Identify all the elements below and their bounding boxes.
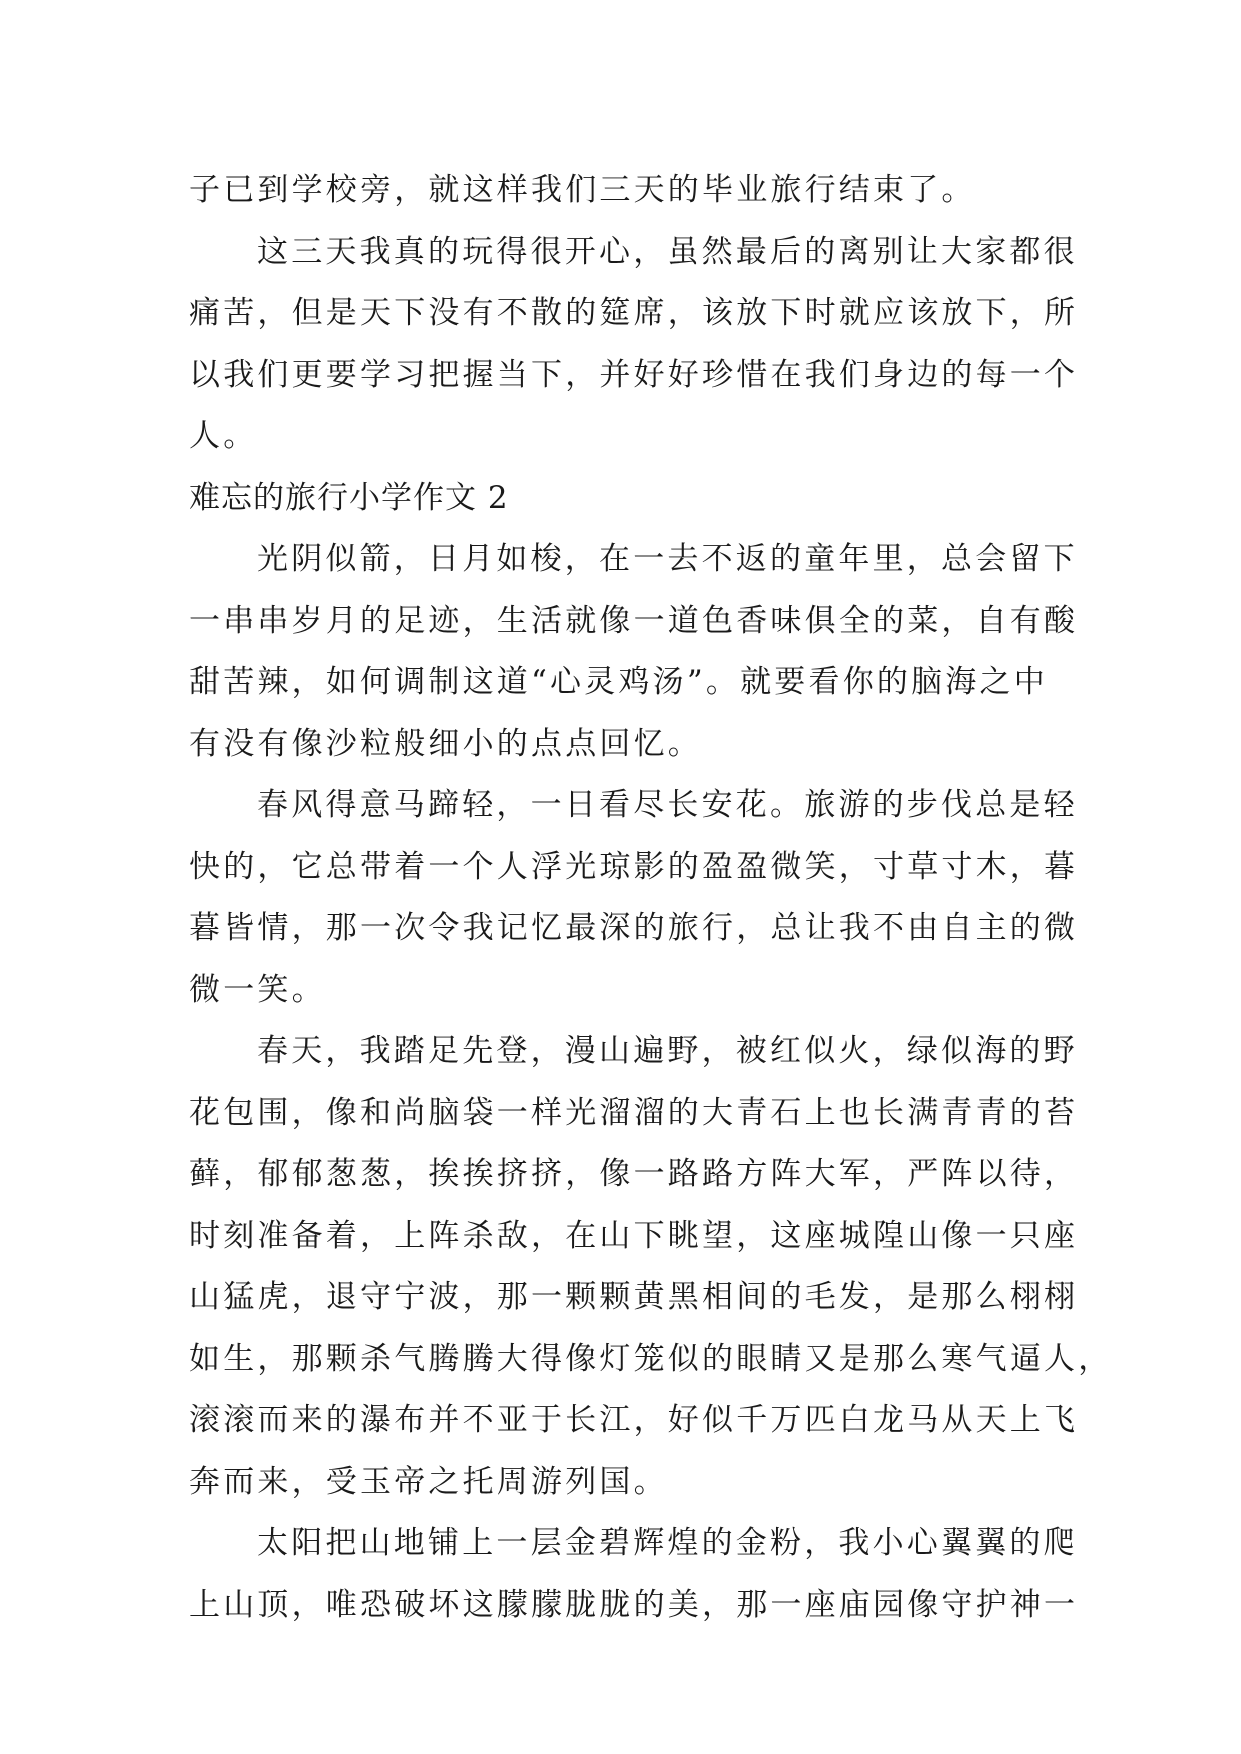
paragraph-first-line: 这三天我真的玩得很开心，虽然最后的离别让大家都很	[257, 233, 1078, 270]
document-body	[189, 160, 1113, 1636]
text-line: 藓，郁郁葱葱，挨挨挤挤，像一路路方阵大军，严阵以待，	[189, 1156, 1079, 1192]
paragraph-first-line: 太阳把山地铺上一层金碧辉煌的金粉，我小心翼翼的爬	[257, 1525, 1078, 1561]
text-line: 山猛虎，退守宁波，那一颗颗黄黑相间的毛发，是那么栩栩	[189, 1279, 1079, 1315]
text-line: 有没有像沙粒般细小的点点回忆。	[189, 725, 702, 762]
text-line: 微一笑。	[189, 971, 326, 1008]
text-line: 一串串岁月的足迹，生活就像一道色香味俱全的菜，自有酸	[189, 602, 1079, 639]
text-line: 滚滚而来的瀑布并不亚于长江，好似千万匹白龙马从天上飞	[189, 1402, 1079, 1438]
text-line: 暮皆情，那一次令我记忆最深的旅行，总让我不由自主的微	[189, 910, 1079, 946]
text-line: 如生，那颗杀气腾腾大得像灯笼似的眼睛又是那么寒气逼人，	[189, 1340, 1113, 1377]
text-line: 时刻准备着，上阵杀敌，在山下眺望，这座城隍山像一只座	[189, 1217, 1079, 1254]
paragraph-first-line: 光阴似箭，日月如梭，在一去不返的童年里，总会留下	[257, 541, 1078, 577]
paragraph-first-line: 春天，我踏足先登，漫山遍野，被红似火，绿似海的野	[257, 1033, 1078, 1069]
text-line: 子已到学校旁，就这样我们三天的毕业旅行结束了。	[189, 172, 976, 208]
text-line: 奔而来，受玉帝之托周游列国。	[189, 1463, 668, 1500]
text-line: 以我们更要学习把握当下，并好好珍惜在我们身边的每一个	[189, 356, 1079, 393]
text-line: 人。	[189, 418, 258, 454]
section-heading: 难忘的旅行小学作文 2	[189, 479, 509, 516]
text-line: 痛苦，但是天下没有不散的筵席，该放下时就应该放下，所	[189, 295, 1079, 331]
text-line: 花包围，像和尚脑袋一样光溜溜的大青石上也长满青青的苔	[189, 1094, 1079, 1131]
paragraph-first-line: 春风得意马蹄轻，一日看尽长安花。旅游的步伐总是轻	[257, 787, 1078, 823]
text-line: 甜苦辣，如何调制这道“心灵鸡汤”。就要看你的脑海之中	[189, 664, 1048, 700]
text-line: 上山顶，唯恐破坏这朦朦胧胧的美，那一座庙园像守护神一	[189, 1586, 1079, 1623]
text-line: 快的，它总带着一个人浮光琼影的盈盈微笑，寸草寸木，暮	[189, 848, 1079, 885]
